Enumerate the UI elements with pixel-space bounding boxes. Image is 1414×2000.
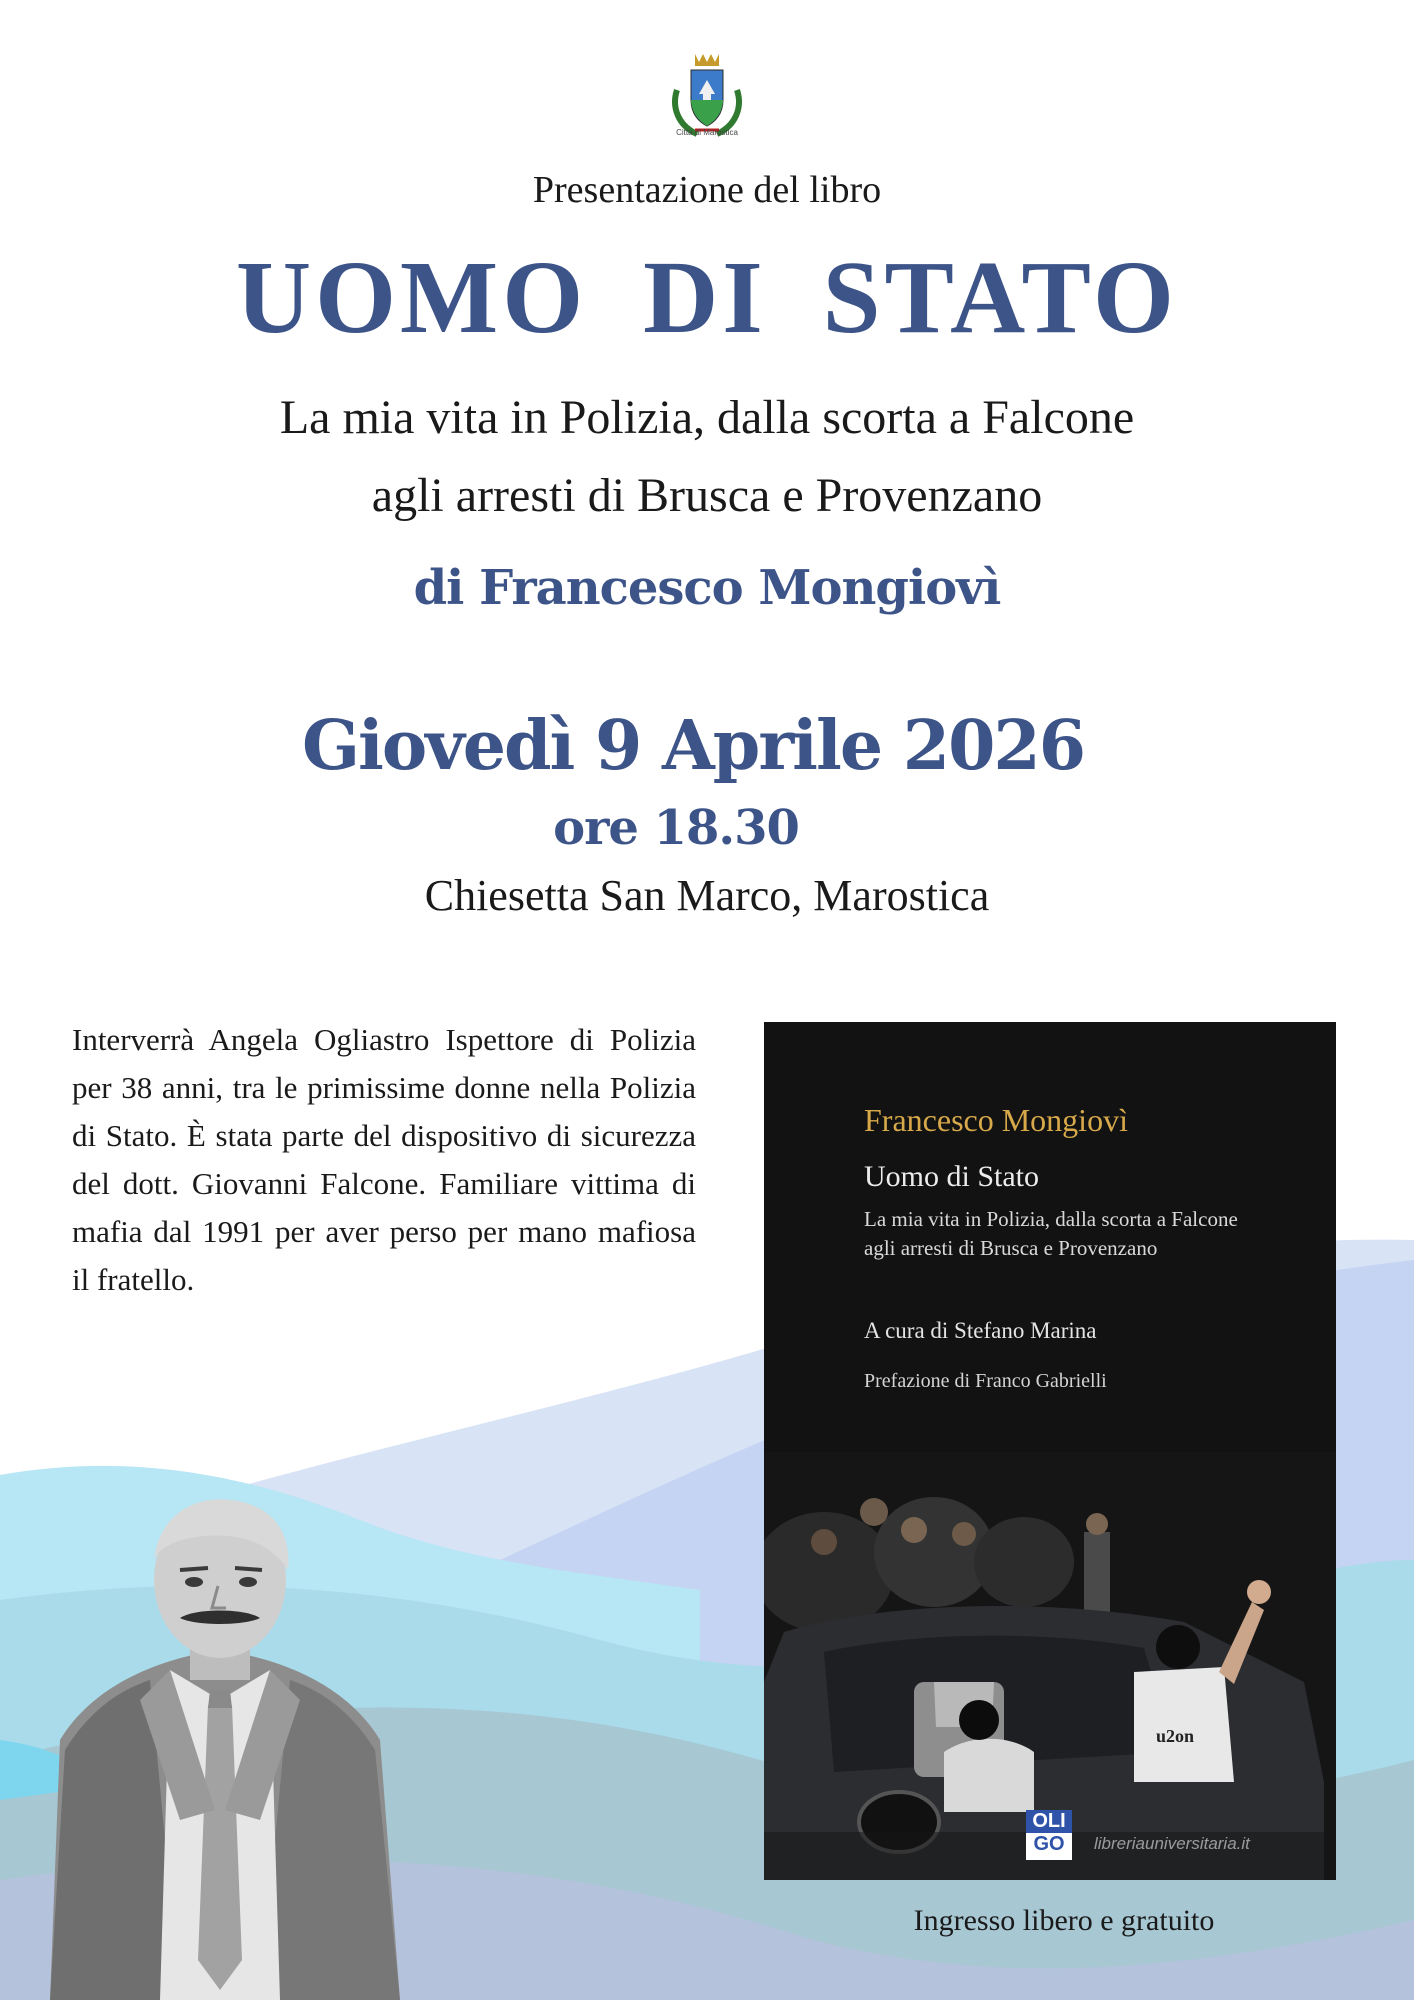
publisher-logo (1026, 1810, 1072, 1860)
book-presentation-kicker: Presentazione del libro (532, 169, 882, 211)
book-subtitle-line-1: La mia vita in Polizia, dalla scorta a Falcone (279, 391, 1135, 444)
portrait-photo (30, 1490, 410, 2000)
event-time: ore 18.30 (553, 800, 799, 856)
speaker-intro-paragraph: Interverrà Angela Ogliastro Ispettore di Polizia per 38 anni, tra le primissime donne nella Polizia di Stato. È stata parte del dispositivo di sicurezza del dott. Giovanni Falcone. Familiare vittima di mafia dal 1991 per aver perso per mano mafiosa il fratello. (72, 1022, 696, 1297)
cover-watermark: libreriauniversitaria.it (1094, 1834, 1250, 1853)
free-entry-note: Ingresso libero e gratuito (913, 1904, 1215, 1937)
book-title: UOMO DI STATO (236, 240, 1178, 355)
cover-preface: Prefazione di Franco Gabrielli (864, 1370, 1107, 1392)
publisher-logo-top: OLI (1026, 1810, 1072, 1833)
crest-caption: Città di Marostica (676, 128, 738, 137)
event-date: Giovedì 9 Aprile 2026 (301, 706, 1085, 786)
book-cover (764, 1022, 1336, 1880)
book-subtitle-line-2: agli arresti di Brusca e Provenzano (371, 469, 1043, 522)
publisher-logo-bottom: GO (1033, 1833, 1065, 1855)
cover-subtitle-line-1: La mia vita in Polizia, dalla scorta a Falcone (864, 1207, 1238, 1231)
book-author: di Francesco Mongiovì (413, 560, 1001, 616)
event-venue: Chiesetta San Marco, Marostica (424, 871, 990, 920)
cover-subtitle-line-2: agli arresti di Brusca e Provenzano (864, 1236, 1158, 1260)
cover-author: Francesco Mongiovì (864, 1102, 1128, 1138)
svg-text:u2on: u2on (1156, 1726, 1195, 1746)
cover-curator: A cura di Stefano Marina (864, 1318, 1097, 1343)
cover-title: Uomo di Stato (864, 1160, 1040, 1193)
